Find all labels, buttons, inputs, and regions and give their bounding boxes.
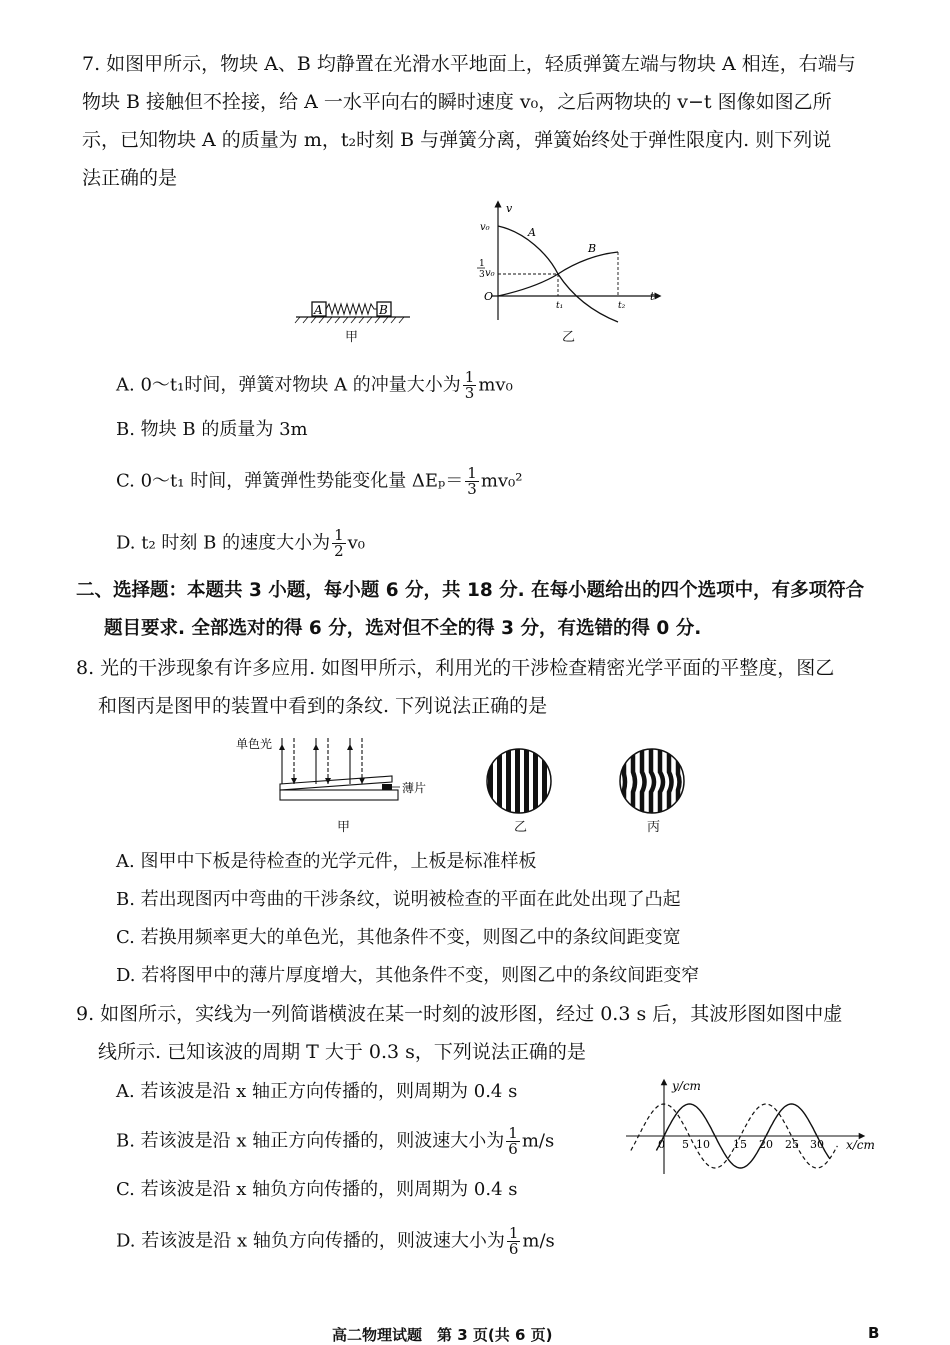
section-2-heading-line-1: 二、选择题：本题共 3 小题，每小题 6 分，共 18 分. 在每小题给出的四个选项中，有多项符合 (76, 580, 865, 601)
fraction: $\frac{1}{2}$ (334, 526, 344, 560)
q8-caption-bing: 丙 (647, 820, 661, 835)
tick-10: 10 (696, 1138, 710, 1151)
fraction: $\frac{1}{6}$ (508, 1124, 518, 1158)
q7-stem-line-3: 示，已知物块 A 的质量为 m，t₂时刻 B 与弹簧分离，弹簧始终处于弹性限度内. 则下列说 (82, 129, 832, 151)
third-v0: v₀ (485, 268, 495, 279)
q8-stem-line-1: 8. 光的干涉现象有许多应用. 如图甲所示，利用光的干涉检查精密光学平面的平整度，图乙 (76, 657, 835, 679)
q8-stem-line-2: 和图丙是图甲的装置中看到的条纹. 下列说法正确的是 (98, 695, 548, 717)
curve-a-label: A (528, 226, 536, 239)
fraction: $\frac{1}{3}$ (467, 464, 477, 498)
q8-figure-jia (236, 730, 436, 810)
block-a-label: A (314, 303, 323, 317)
q7-option-a-text: A. 0～t₁时间，弹簧对物块 A 的冲量大小为 (116, 374, 461, 396)
tick-5: 5 (682, 1138, 689, 1151)
q7-option-d (116, 528, 365, 559)
x-axis-label: x/cm (846, 1138, 875, 1152)
q7-option-a (116, 370, 513, 401)
mono-light-label: 单色光 (236, 737, 273, 751)
version-mark: B (868, 1324, 880, 1342)
q9-option-b-tail: m/s (521, 1130, 555, 1152)
q7-option-c (116, 466, 522, 497)
q7-caption-jia: 甲 (345, 330, 359, 345)
q9-option-a: A. 若该波是沿 x 轴正方向传播的，则周期为 0.4 s (116, 1081, 518, 1102)
third-num: 1 (479, 259, 485, 269)
section-2-heading-line-2: 题目要求. 全部选对的得 6 分，选对但不全的得 3 分，有选错的得 0 分. (104, 618, 702, 639)
v0-label: v₀ (480, 222, 490, 233)
origin-label: O (484, 290, 494, 303)
q7-stem-line-2: 物块 B 接触但不拴接，给 A 一水平向右的瞬时速度 v₀，之后两物块的 v−t 图像如图乙所 (82, 91, 832, 113)
q8-option-d: D. 若将图甲中的薄片厚度增大，其他条件不变，则图乙中的条纹间距变窄 (116, 965, 700, 986)
q7-stem-line-1: 7. 如图甲所示，物块 A、B 均静置在光滑水平地面上，轻质弹簧左端与物块 A 相连，右端与 (82, 53, 856, 75)
q9-option-d-text: D. 若该波是沿 x 轴负方向传播的，则波速大小为 (116, 1230, 505, 1252)
fraction: $\frac{1}{3}$ (464, 368, 475, 402)
q7-option-d-text: D. t₂ 时刻 B 的速度大小为 (116, 532, 331, 554)
q7-option-c-text: C. 0～t₁ 时间，弹簧弹性势能变化量 ΔEₚ＝ (116, 470, 464, 492)
q7-option-c-tail: mv₀² (480, 470, 523, 492)
t-axis-label: t (650, 290, 655, 303)
thin-sheet-label: 薄片 (402, 781, 427, 795)
q8-option-c: C. 若换用频率更大的单色光，其他条件不变，则图乙中的条纹间距变宽 (116, 927, 681, 948)
q9-wave-graph (624, 1076, 886, 1176)
curve-b-label: B (588, 242, 597, 255)
q7-option-d-tail: v₀ (347, 532, 366, 554)
q9-option-b (116, 1126, 554, 1157)
q7-stem-line-4: 法正确的是 (82, 167, 178, 189)
fraction: $\frac{1}{6}$ (508, 1224, 519, 1258)
q7-figure-vt-graph (470, 196, 670, 326)
q8-figure-yi-straight-fringes (484, 746, 554, 816)
q9-stem-line-2: 线所示. 已知该波的周期 T 大于 0.3 s，下列说法正确的是 (98, 1041, 586, 1063)
page-footer: 高二物理试题 第 3 页(共 6 页) (332, 1326, 553, 1344)
q9-option-d (116, 1226, 555, 1257)
third-den: 3 (479, 270, 485, 280)
q8-caption-jia: 甲 (337, 820, 351, 835)
q8-caption-yi: 乙 (514, 820, 528, 835)
q7-option-b: B. 物块 B 的质量为 3m (116, 419, 308, 440)
tick-25: 25 (785, 1138, 799, 1151)
q8-figure-bing-curved-fringes (617, 746, 687, 816)
q9-option-d-tail: m/s (522, 1230, 555, 1252)
tick-0: 0 (658, 1138, 665, 1151)
tick-15: 15 (733, 1138, 747, 1151)
q9-option-c: C. 若该波是沿 x 轴负方向传播的，则周期为 0.4 s (116, 1179, 518, 1200)
q9-option-b-text: B. 若该波是沿 x 轴正方向传播的，则波速大小为 (116, 1130, 505, 1152)
q7-caption-yi: 乙 (562, 330, 576, 345)
q8-option-a: A. 图甲中下板是待检查的光学元件，上板是标准样板 (116, 851, 537, 872)
v-axis-label: v (506, 202, 513, 215)
t1-label: t₁ (556, 301, 564, 311)
y-axis-label: y/cm (672, 1079, 701, 1093)
t2-label: t₂ (618, 301, 626, 311)
q7-option-a-tail: mv₀ (478, 374, 513, 396)
tick-20: 20 (759, 1138, 773, 1151)
q8-option-b: B. 若出现图丙中弯曲的干涉条纹，说明被检查的平面在此处出现了凸起 (116, 889, 681, 910)
block-b-label: B (379, 303, 388, 317)
tick-30: 30 (810, 1138, 824, 1151)
q9-stem-line-1: 9. 如图所示，实线为一列简谐横波在某一时刻的波形图，经过 0.3 s 后，其波形图如图中虚 (76, 1003, 843, 1025)
